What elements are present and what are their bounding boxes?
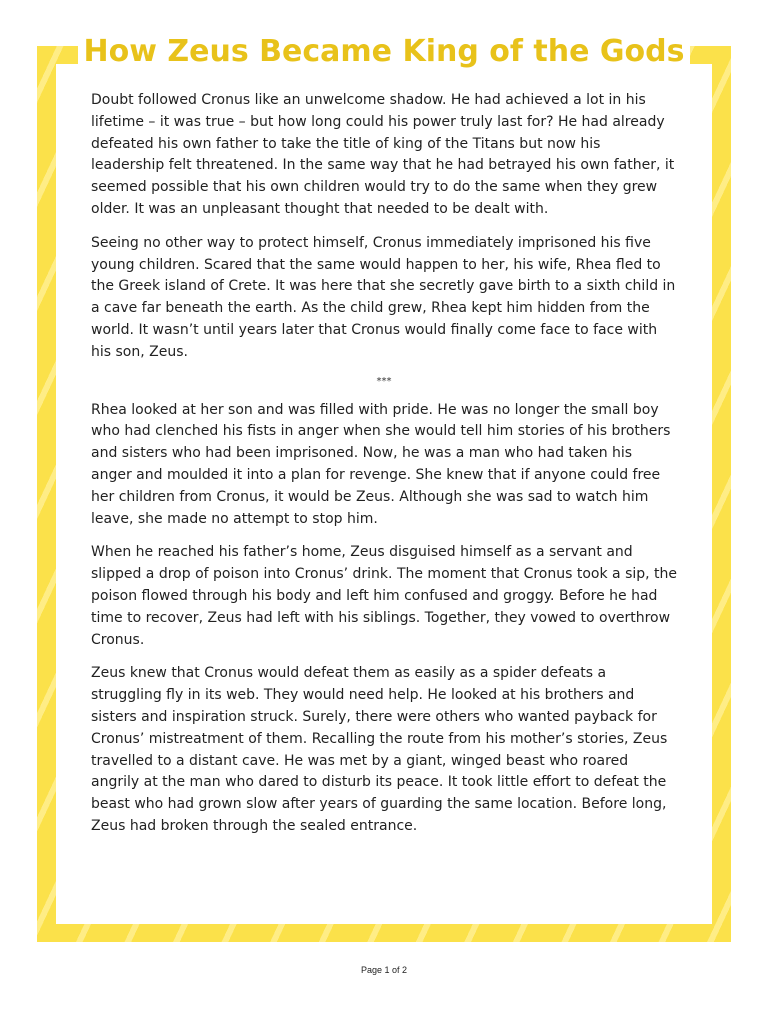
paragraph: Rhea looked at her son and was filled with pride. He was no longer the small boy who had clenched his fists in anger when she would tell him stories of his brothers and sisters who had been imprisoned. Now, he was a man who had taken his anger and moulded it into a plan for revenge. She knew that if anyone could free her children from Cronus, it would be Zeus. Although she was sad to watch him leave, she made no attempt to stop him. bbox=[91, 401, 671, 527]
page-title: How Zeus Became King of the Gods bbox=[83, 33, 685, 69]
page-number: Page 1 of 2 bbox=[360, 965, 408, 975]
paragraph: When he reached his father’s home, Zeus disguised himself as a servant and slipped a drop of poison into Cronus’ drink. The moment that Cronus took a sip, the poison flowed through his body and left him confused and groggy. Before he had time to recover, Zeus had left with his siblings. Together, they vowed to overthrow Cronus. bbox=[91, 544, 678, 648]
title-banner bbox=[78, 28, 690, 74]
paragraph: Seeing no other way to protect himself, Cronus immediately imprisoned his five young children. Scared that the same would happen to her, his wife, Rhea fled to the Greek island of Crete. It was here that she secretly gave birth to a sixth child in a cave far beneath the earth. As the child grew, Rhea kept him hidden from the world. It wasn’t until years later that Cronus would finally come face to face with his son, Zeus. bbox=[91, 234, 676, 360]
story-body bbox=[91, 90, 677, 850]
paragraph: Zeus knew that Cronus would defeat them as easily as a spider defeats a struggling fly in its web. They would need help. He looked at his brothers and sisters and inspiration struck. Surely, there were others who wanted payback for Cronus’ mistreatment of them. Recalling the route from his mother’s stories, Zeus travelled to a distant cave. He was met by a giant, winged beast who roared angrily at the man who dared to disturb its peace. It took little effort to defeat the beast who had grown slow after years of guarding the same location. Before long, Zeus had broken through the sealed entrance. bbox=[91, 665, 668, 834]
paragraph: Doubt followed Cronus like an unwelcome shadow. He had achieved a lot in his lifetime – it was true – but how long could his power truly last for? He had already defeated his own father to take the title of king of the Titans but now his leadership felt threatened. In the same way that he had betrayed his own father, it seemed possible that his own children would try to do the same when they grew older. It was an unpleasant thought that needed to be dealt with. bbox=[91, 92, 675, 217]
section-divider: *** bbox=[376, 375, 392, 387]
